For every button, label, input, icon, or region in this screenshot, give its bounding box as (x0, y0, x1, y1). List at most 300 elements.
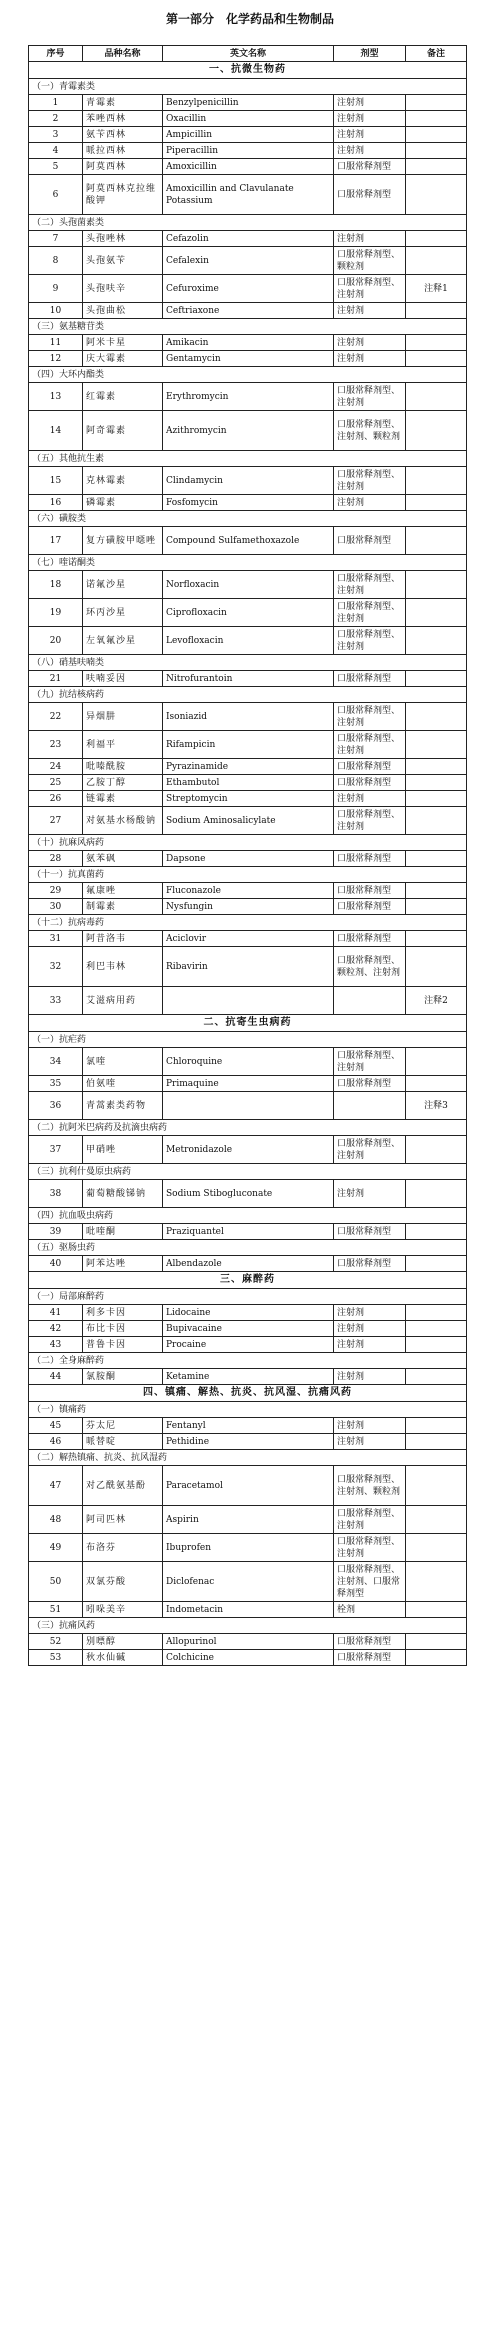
category-row (29, 367, 467, 383)
chinese-name-cell: 阿莫西林克拉维酸钾 (83, 175, 163, 215)
english-name-cell: Lidocaine (163, 1305, 334, 1321)
dosage-form-cell: 口服常释剂型、注射剂 (334, 383, 406, 411)
page-title: 第一部分 化学药品和生物制品 (165, 12, 334, 26)
remarks-cell (406, 703, 467, 731)
chinese-name-cell: 制霉素 (83, 899, 163, 915)
remarks-cell (406, 791, 467, 807)
chinese-name-cell: 双氯芬酸 (83, 1562, 163, 1602)
serial-number-cell: 20 (29, 627, 83, 655)
serial-number-cell: 45 (29, 1418, 83, 1434)
chinese-name-cell: 秋水仙碱 (83, 1650, 163, 1666)
serial-number-cell: 41 (29, 1305, 83, 1321)
dosage-form-cell: 注射剂 (334, 111, 406, 127)
table-row (29, 703, 467, 731)
remarks-cell (406, 599, 467, 627)
table-row (29, 1369, 467, 1385)
table-row (29, 1092, 467, 1120)
dosage-form-cell: 口服常释剂型、注射剂、颗粒剂 (334, 1466, 406, 1506)
chinese-name-cell: 乙胺丁醇 (83, 775, 163, 791)
remarks-cell (406, 851, 467, 867)
dosage-form-cell: 注射剂 (334, 1337, 406, 1353)
table-row (29, 527, 467, 555)
dosage-form-cell: 注射剂 (334, 127, 406, 143)
remarks-cell (406, 1224, 467, 1240)
remarks-cell (406, 807, 467, 835)
table-row (29, 731, 467, 759)
dosage-form-cell: 口服常释剂型、注射剂 (334, 1534, 406, 1562)
chinese-name-cell: 哌替啶 (83, 1434, 163, 1450)
dosage-form-cell: 注射剂 (334, 303, 406, 319)
remarks-cell (406, 1305, 467, 1321)
dosage-form-cell: 注射剂 (334, 791, 406, 807)
table-row (29, 175, 467, 215)
remarks-cell (406, 1650, 467, 1666)
table-row (29, 159, 467, 175)
category-row (29, 867, 467, 883)
remarks-cell (406, 627, 467, 655)
category-row (29, 319, 467, 335)
table-row (29, 351, 467, 367)
category-row (29, 835, 467, 851)
serial-number-cell: 28 (29, 851, 83, 867)
serial-number-cell: 31 (29, 931, 83, 947)
serial-number-cell: 29 (29, 883, 83, 899)
chinese-name-cell: 头孢曲松 (83, 303, 163, 319)
serial-number-cell: 22 (29, 703, 83, 731)
chinese-name-cell: 青霉素 (83, 95, 163, 111)
table-row (29, 303, 467, 319)
table-row (29, 1418, 467, 1434)
category-label: （五）驱肠虫药 (29, 1240, 467, 1256)
english-name-cell: Chloroquine (163, 1048, 334, 1076)
chinese-name-cell: 吡喹酮 (83, 1224, 163, 1240)
serial-number-cell: 11 (29, 335, 83, 351)
table-row (29, 791, 467, 807)
table-row (29, 627, 467, 655)
remarks-cell (406, 947, 467, 987)
remarks-cell (406, 383, 467, 411)
table-row (29, 987, 467, 1015)
dosage-form-cell: 注射剂 (334, 1434, 406, 1450)
serial-number-cell: 2 (29, 111, 83, 127)
english-name-cell: Pyrazinamide (163, 759, 334, 775)
chinese-name-cell: 氨苄西林 (83, 127, 163, 143)
serial-number-cell: 8 (29, 247, 83, 275)
remarks-cell: 注释3 (406, 1092, 467, 1120)
remarks-cell (406, 1418, 467, 1434)
category-label: （五）其他抗生素 (29, 451, 467, 467)
serial-number-cell: 21 (29, 671, 83, 687)
chinese-name-cell: 对乙酰氨基酚 (83, 1466, 163, 1506)
remarks-cell (406, 931, 467, 947)
chinese-name-cell: 阿莫西林 (83, 159, 163, 175)
chinese-name-cell: 阿米卡星 (83, 335, 163, 351)
serial-number-cell: 33 (29, 987, 83, 1015)
category-label: （六）磺胺类 (29, 511, 467, 527)
chinese-name-cell: 吡嗪酰胺 (83, 759, 163, 775)
chinese-name-cell: 布比卡因 (83, 1321, 163, 1337)
dosage-form-cell: 口服常释剂型、注射剂 (334, 627, 406, 655)
chinese-name-cell: 复方磺胺甲噁唑 (83, 527, 163, 555)
english-name-cell: Amoxicillin (163, 159, 334, 175)
section-heading-row (29, 1015, 467, 1032)
serial-number-cell: 52 (29, 1634, 83, 1650)
dosage-form-cell: 口服常释剂型、注射剂 (334, 1136, 406, 1164)
english-name-cell: Praziquantel (163, 1224, 334, 1240)
table-row (29, 1534, 467, 1562)
table-row (29, 1180, 467, 1208)
serial-number-cell: 9 (29, 275, 83, 303)
dosage-form-cell: 口服常释剂型 (334, 851, 406, 867)
dosage-form-cell: 口服常释剂型 (334, 159, 406, 175)
category-row (29, 1240, 467, 1256)
dosage-form-cell: 口服常释剂型 (334, 1634, 406, 1650)
remarks-cell (406, 775, 467, 791)
english-name-cell: Diclofenac (163, 1562, 334, 1602)
serial-number-cell: 40 (29, 1256, 83, 1272)
remarks-cell (406, 495, 467, 511)
serial-number-cell: 47 (29, 1466, 83, 1506)
dosage-form-cell: 注射剂 (334, 1305, 406, 1321)
table-row (29, 467, 467, 495)
remarks-cell (406, 159, 467, 175)
chinese-name-cell: 诺氟沙星 (83, 571, 163, 599)
table-row (29, 1224, 467, 1240)
serial-number-cell: 46 (29, 1434, 83, 1450)
remarks-cell (406, 111, 467, 127)
dosage-form-cell: 口服常释剂型、注射剂 (334, 731, 406, 759)
category-label: （一）局部麻醉药 (29, 1289, 467, 1305)
english-name-cell: Rifampicin (163, 731, 334, 759)
section-heading: 一、抗微生物药 (29, 62, 467, 79)
dosage-form-cell: 口服常释剂型、注射剂 (334, 807, 406, 835)
chinese-name-cell: 环丙沙星 (83, 599, 163, 627)
english-name-cell: Metronidazole (163, 1136, 334, 1164)
english-name-cell: Fentanyl (163, 1418, 334, 1434)
chinese-name-cell: 头孢呋辛 (83, 275, 163, 303)
chinese-name-cell: 庆大霉素 (83, 351, 163, 367)
serial-number-cell: 38 (29, 1180, 83, 1208)
chinese-name-cell: 哌拉西林 (83, 143, 163, 159)
serial-number-cell: 51 (29, 1602, 83, 1618)
english-name-cell: Sodium Aminosalicylate (163, 807, 334, 835)
chinese-name-cell: 阿苯达唑 (83, 1256, 163, 1272)
serial-number-cell: 15 (29, 467, 83, 495)
english-name-cell: Pethidine (163, 1434, 334, 1450)
chinese-name-cell: 红霉素 (83, 383, 163, 411)
table-header-row (29, 46, 467, 62)
serial-number-cell: 18 (29, 571, 83, 599)
dosage-form-cell: 口服常释剂型 (334, 1224, 406, 1240)
english-name-cell: Cefuroxime (163, 275, 334, 303)
category-row (29, 1208, 467, 1224)
remarks-cell: 注释2 (406, 987, 467, 1015)
table-row (29, 247, 467, 275)
serial-number-cell: 27 (29, 807, 83, 835)
chinese-name-cell: 吲哚美辛 (83, 1602, 163, 1618)
chinese-name-cell: 头孢氨苄 (83, 247, 163, 275)
serial-number-cell: 49 (29, 1534, 83, 1562)
section-heading: 二、抗寄生虫病药 (29, 1015, 467, 1032)
english-name-cell: Paracetamol (163, 1466, 334, 1506)
serial-number-cell: 34 (29, 1048, 83, 1076)
category-row (29, 1618, 467, 1634)
chinese-name-cell: 头孢唑林 (83, 231, 163, 247)
table-row (29, 143, 467, 159)
serial-number-cell: 12 (29, 351, 83, 367)
serial-number-cell: 36 (29, 1092, 83, 1120)
table-row (29, 807, 467, 835)
chinese-name-cell: 芬太尼 (83, 1418, 163, 1434)
category-label: （二）解热镇痛、抗炎、抗风湿药 (29, 1450, 467, 1466)
serial-number-cell: 13 (29, 383, 83, 411)
english-name-cell: Aciclovir (163, 931, 334, 947)
table-row (29, 671, 467, 687)
serial-number-cell: 19 (29, 599, 83, 627)
dosage-form-cell: 口服常释剂型、注射剂 (334, 1506, 406, 1534)
chinese-name-cell: 布洛芬 (83, 1534, 163, 1562)
remarks-cell (406, 1180, 467, 1208)
table-row (29, 275, 467, 303)
dosage-form-cell: 口服常释剂型、颗粒剂、注射剂 (334, 947, 406, 987)
remarks-cell (406, 143, 467, 159)
category-row (29, 451, 467, 467)
category-label: （一）青霉素类 (29, 79, 467, 95)
category-label: （一）镇痛药 (29, 1402, 467, 1418)
remarks-cell (406, 731, 467, 759)
remarks-cell (406, 1369, 467, 1385)
chinese-name-cell: 氯喹 (83, 1048, 163, 1076)
table-row (29, 95, 467, 111)
english-name-cell: Ketamine (163, 1369, 334, 1385)
chinese-name-cell: 阿司匹林 (83, 1506, 163, 1534)
serial-number-cell: 44 (29, 1369, 83, 1385)
serial-number-cell: 14 (29, 411, 83, 451)
english-name-cell: Gentamycin (163, 351, 334, 367)
table-row (29, 1321, 467, 1337)
category-row (29, 1402, 467, 1418)
category-row (29, 215, 467, 231)
remarks-cell (406, 1076, 467, 1092)
chinese-name-cell: 异烟肼 (83, 703, 163, 731)
serial-number-cell: 16 (29, 495, 83, 511)
dosage-form-cell: 口服常释剂型、注射剂 (334, 703, 406, 731)
category-row (29, 915, 467, 931)
dosage-form-cell (334, 987, 406, 1015)
dosage-form-cell: 注射剂 (334, 95, 406, 111)
table-row (29, 127, 467, 143)
dosage-form-cell: 口服常释剂型、注射剂、颗粒剂 (334, 411, 406, 451)
section-heading-row (29, 62, 467, 79)
remarks-cell (406, 127, 467, 143)
english-name-cell: Indometacin (163, 1602, 334, 1618)
remarks-cell (406, 1321, 467, 1337)
category-label: （二）全身麻醉药 (29, 1353, 467, 1369)
drug-list-table (28, 45, 467, 1666)
english-name-cell: Nysfungin (163, 899, 334, 915)
serial-number-cell: 3 (29, 127, 83, 143)
table-row (29, 759, 467, 775)
english-name-cell: Piperacillin (163, 143, 334, 159)
remarks-cell (406, 351, 467, 367)
table-row (29, 495, 467, 511)
english-name-cell: Fluconazole (163, 883, 334, 899)
remarks-cell (406, 1434, 467, 1450)
table-row (29, 1634, 467, 1650)
table-row (29, 335, 467, 351)
table-row (29, 1136, 467, 1164)
dosage-form-cell: 口服常释剂型 (334, 527, 406, 555)
dosage-form-cell: 注射剂 (334, 495, 406, 511)
chinese-name-cell: 利多卡因 (83, 1305, 163, 1321)
remarks-cell (406, 247, 467, 275)
english-name-cell: Ibuprofen (163, 1534, 334, 1562)
chinese-name-cell: 普鲁卡因 (83, 1337, 163, 1353)
dosage-form-cell: 注射剂 (334, 1369, 406, 1385)
remarks-cell (406, 1634, 467, 1650)
remarks-cell (406, 1136, 467, 1164)
chinese-name-cell: 利巴韦林 (83, 947, 163, 987)
chinese-name-cell: 链霉素 (83, 791, 163, 807)
chinese-name-cell: 对氨基水杨酸钠 (83, 807, 163, 835)
chinese-name-cell: 左氧氟沙星 (83, 627, 163, 655)
dosage-form-cell: 注射剂 (334, 351, 406, 367)
remarks-cell (406, 231, 467, 247)
dosage-form-cell: 口服常释剂型 (334, 1256, 406, 1272)
english-name-cell (163, 1092, 334, 1120)
category-row (29, 1120, 467, 1136)
serial-number-cell: 26 (29, 791, 83, 807)
serial-number-cell: 6 (29, 175, 83, 215)
remarks-cell (406, 1256, 467, 1272)
dosage-form-cell: 注射剂 (334, 143, 406, 159)
chinese-name-cell: 艾滋病用药 (83, 987, 163, 1015)
remarks-cell (406, 759, 467, 775)
serial-number-cell: 37 (29, 1136, 83, 1164)
chinese-name-cell: 阿奇霉素 (83, 411, 163, 451)
chinese-name-cell: 苯唑西林 (83, 111, 163, 127)
remarks-cell (406, 1337, 467, 1353)
english-name-cell: Benzylpenicillin (163, 95, 334, 111)
english-name-cell: Azithromycin (163, 411, 334, 451)
english-name-cell: Oxacillin (163, 111, 334, 127)
table-row (29, 111, 467, 127)
dosage-form-cell: 注射剂 (334, 335, 406, 351)
serial-number-cell: 48 (29, 1506, 83, 1534)
chinese-name-cell: 氟康唑 (83, 883, 163, 899)
category-row (29, 1353, 467, 1369)
english-name-cell: Streptomycin (163, 791, 334, 807)
dosage-form-cell: 口服常释剂型、注射剂、口服常释剂型 (334, 1562, 406, 1602)
remarks-cell (406, 303, 467, 319)
english-name-cell: Levofloxacin (163, 627, 334, 655)
english-name-cell: Amikacin (163, 335, 334, 351)
english-name-cell: Bupivacaine (163, 1321, 334, 1337)
english-name-cell: Compound Sulfamethoxazole (163, 527, 334, 555)
english-name-cell: Cefalexin (163, 247, 334, 275)
serial-number-cell: 39 (29, 1224, 83, 1240)
dosage-form-cell: 口服常释剂型 (334, 899, 406, 915)
table-row (29, 1466, 467, 1506)
serial-number-cell: 10 (29, 303, 83, 319)
remarks-cell (406, 1562, 467, 1602)
dosage-form-cell: 口服常释剂型 (334, 1076, 406, 1092)
table-row (29, 1434, 467, 1450)
serial-number-cell: 24 (29, 759, 83, 775)
section-heading-row (29, 1385, 467, 1402)
category-label: （四）大环内酯类 (29, 367, 467, 383)
table-row (29, 931, 467, 947)
remarks-cell: 注释1 (406, 275, 467, 303)
english-name-cell: Ribavirin (163, 947, 334, 987)
english-name-cell: Erythromycin (163, 383, 334, 411)
category-row (29, 511, 467, 527)
serial-number-cell: 43 (29, 1337, 83, 1353)
section-heading-row (29, 1272, 467, 1289)
serial-number-cell: 50 (29, 1562, 83, 1602)
category-label: （二）抗阿米巴病药及抗滴虫病药 (29, 1120, 467, 1136)
dosage-form-cell: 口服常释剂型 (334, 175, 406, 215)
english-name-cell: Nitrofurantoin (163, 671, 334, 687)
table-row (29, 1048, 467, 1076)
dosage-form-cell: 栓剂 (334, 1602, 406, 1618)
category-row (29, 79, 467, 95)
chinese-name-cell: 伯氨喹 (83, 1076, 163, 1092)
dosage-form-cell: 口服常释剂型 (334, 931, 406, 947)
table-row (29, 1256, 467, 1272)
table-row (29, 947, 467, 987)
dosage-form-cell (334, 1092, 406, 1120)
english-name-cell: Primaquine (163, 1076, 334, 1092)
english-name-cell: Ampicillin (163, 127, 334, 143)
remarks-cell (406, 95, 467, 111)
serial-number-cell: 1 (29, 95, 83, 111)
chinese-name-cell: 氯胺酮 (83, 1369, 163, 1385)
dosage-form-cell: 口服常释剂型、注射剂 (334, 599, 406, 627)
table-row (29, 883, 467, 899)
chinese-name-cell: 甲硝唑 (83, 1136, 163, 1164)
dosage-form-cell: 口服常释剂型 (334, 1650, 406, 1666)
serial-number-cell: 25 (29, 775, 83, 791)
dosage-form-cell: 注射剂 (334, 231, 406, 247)
remarks-cell (406, 527, 467, 555)
category-label: （四）抗血吸虫病药 (29, 1208, 467, 1224)
chinese-name-cell: 呋喃妥因 (83, 671, 163, 687)
english-name-cell: Isoniazid (163, 703, 334, 731)
category-label: （十一）抗真菌药 (29, 867, 467, 883)
dosage-form-cell: 口服常释剂型、颗粒剂 (334, 247, 406, 275)
table-row (29, 571, 467, 599)
chinese-name-cell: 葡萄糖酸锑钠 (83, 1180, 163, 1208)
dosage-form-cell: 口服常释剂型、注射剂 (334, 571, 406, 599)
english-name-cell: Norfloxacin (163, 571, 334, 599)
header-dosage-form: 剂型 (334, 46, 406, 62)
serial-number-cell: 7 (29, 231, 83, 247)
table-row (29, 231, 467, 247)
category-label: （三）抗利什曼原虫病药 (29, 1164, 467, 1180)
remarks-cell (406, 899, 467, 915)
table-row (29, 1650, 467, 1666)
category-label: （九）抗结核病药 (29, 687, 467, 703)
dosage-form-cell: 注射剂 (334, 1321, 406, 1337)
table-row (29, 1602, 467, 1618)
english-name-cell: Fosfomycin (163, 495, 334, 511)
category-row (29, 1164, 467, 1180)
english-name-cell: Colchicine (163, 1650, 334, 1666)
serial-number-cell: 4 (29, 143, 83, 159)
english-name-cell: Ceftriaxone (163, 303, 334, 319)
header-english-name: 英文名称 (163, 46, 334, 62)
